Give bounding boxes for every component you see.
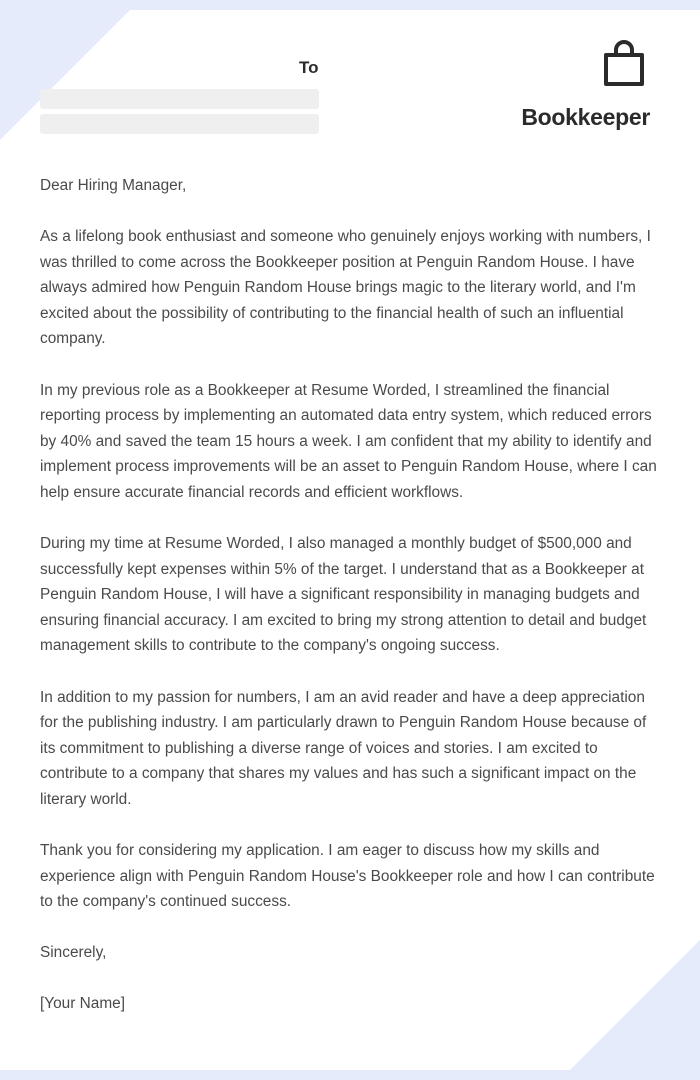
shopping-bag-icon (603, 40, 645, 88)
paragraph: During my time at Resume Worded, I also managed a monthly budget of $500,000 and successfully kept expenses within 5% of the target. I understand that as a Bookkeeper at Penguin Random House, I will have a significant responsibility in managing budgets and ensuring financial accuracy. I am excited to bring my strong attention to detail and budget management skills to contribute to the company's ongoing success. (40, 535, 647, 655)
paragraph: In my previous role as a Bookkeeper at Resume Worded, I streamlined the financial reporting process by implementing an automated data entry system, which reduced errors by 40% and saved the team 15 hours a week. I am confident that my ability to identify and implement process improvements will be an asset to Penguin Random House, where I can help ensure accurate financial records and efficient workflows. (40, 381, 657, 501)
job-title: Bookkeeper (521, 104, 650, 130)
signature: [Your Name] (40, 995, 125, 1013)
letter-page (0, 10, 700, 1070)
paragraph: As a lifelong book enthusiast and someone who genuinely enjoys working with numbers, I was thrilled to come across the Bookkeeper position at Penguin Random House. I have always admired how Penguin Random House brings magic to the literary world, and I'm excited about the possibility of contributing to the financial health of such an influential company. (40, 228, 651, 348)
paragraph: Thank you for considering my application. I am eager to discuss how my skills and experience align with Penguin Random House's Bookkeeper role and how I can contribute to the company's continued success. (40, 841, 655, 911)
paragraph: In addition to my passion for numbers, I am an avid reader and have a deep appreciation for the publishing industry. I am particularly drawn to Penguin Random House because of its commitment to publishing a diverse range of voices and stories. I am excited to contribute to a company that shares my values and has such a significant impact on the literary world. (40, 688, 647, 808)
recipient-placeholder-line-1 (40, 89, 319, 109)
closing: Sincerely, (40, 944, 107, 962)
letter-body (40, 173, 662, 1042)
greeting: Dear Hiring Manager, (40, 177, 187, 194)
recipient-label: To (299, 58, 319, 77)
recipient-placeholder-line-2 (40, 114, 319, 134)
